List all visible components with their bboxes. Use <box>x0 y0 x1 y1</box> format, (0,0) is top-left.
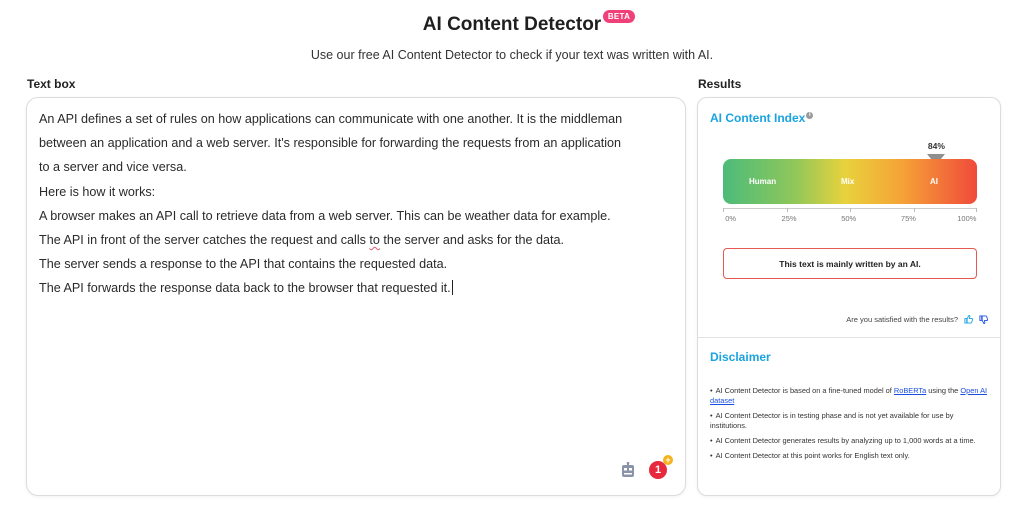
verdict-box: This text is mainly written by an AI. <box>723 248 977 279</box>
robot-icon[interactable] <box>621 462 635 478</box>
scale-label: 25% <box>781 214 797 223</box>
disclaimer-text: AI Content Detector generates results by analyzing up to 1,000 words at a time. <box>715 436 976 445</box>
bullet: • <box>710 411 713 420</box>
page-subtitle: Use our free AI Content Detector to check if your text was written with AI. <box>310 48 714 62</box>
results-panel <box>697 97 1001 496</box>
feedback-prompt: Are you satisfied with the results? <box>846 315 958 324</box>
scale-tick <box>914 208 915 212</box>
results-label: Results <box>698 77 742 91</box>
feedback-row <box>846 315 988 324</box>
thumbs-up-icon[interactable] <box>964 315 973 324</box>
beta-badge: BETA <box>603 10 635 23</box>
disclaimer-item <box>710 386 988 406</box>
thumbs-down-icon[interactable] <box>979 315 988 324</box>
page-header <box>0 14 1024 62</box>
text-segment: The API in front of the server catches the request and calls <box>39 233 370 248</box>
disclaimer-text: AI Content Detector at this point works for English text only. <box>715 451 910 460</box>
gauge-label-ai: AI <box>930 177 938 186</box>
bullet: • <box>710 436 713 445</box>
text-line: A browser makes an API call to retrieve data from a web server. This can be weather data for example. <box>39 208 611 223</box>
ai-percent-label: 84% <box>927 141 945 151</box>
disclaimer-text: using the <box>926 386 961 395</box>
text-input-area[interactable] <box>26 97 686 496</box>
disclaimer-item <box>710 451 988 461</box>
scale-tick <box>723 208 724 212</box>
spellcheck-flagged-word[interactable]: to <box>369 233 380 248</box>
disclaimer-item <box>710 436 988 446</box>
scale-label: 0% <box>725 214 737 223</box>
text-cursor <box>452 280 453 295</box>
ai-gauge-bar <box>723 159 977 204</box>
scale-tick <box>850 208 851 212</box>
ai-content-index-title <box>710 111 813 125</box>
disclaimer-title: Disclaimer <box>710 350 771 364</box>
bullet: • <box>710 386 713 395</box>
scale-label: 50% <box>841 214 857 223</box>
text-segment: the server and asks for the data. <box>379 233 565 248</box>
notification-badge[interactable] <box>649 455 671 479</box>
bullet: • <box>710 451 713 460</box>
info-icon[interactable]: i <box>806 112 813 119</box>
scale-label: 100% <box>957 214 977 223</box>
disclaimer-text: AI Content Detector is in testing phase and is not yet available for use by institutions. <box>710 411 954 430</box>
disclaimer-section <box>698 338 1000 461</box>
scale-tick <box>976 208 977 212</box>
textbox-tools <box>621 455 671 479</box>
roberta-link[interactable]: RoBERTa <box>893 386 927 395</box>
text-line: An API defines a set of rules on how applications can communicate with one another. It is the middleman <box>39 112 623 126</box>
gauge-label-mix: Mix <box>841 177 855 186</box>
text-line: Here is how it works: <box>39 184 156 199</box>
textbox-label: Text box <box>27 77 76 91</box>
notification-count: 1 <box>654 464 662 476</box>
scale-label: 75% <box>900 214 916 223</box>
ai-content-index-title-text: AI Content Index <box>710 111 806 125</box>
disclaimer-list <box>710 386 988 461</box>
text-line: to a server and vice versa. <box>39 160 187 175</box>
text-line: The server sends a response to the API that contains the requested data. <box>39 257 448 272</box>
text-segment: The API forwards the response data back to the browser that requested it. <box>39 281 451 296</box>
plus-icon: + <box>663 455 673 465</box>
disclaimer-text: AI Content Detector is based on a fine-tuned model of <box>715 386 894 395</box>
openai-dataset-link[interactable]: Open AI dataset <box>710 386 988 405</box>
disclaimer-item <box>710 411 988 431</box>
scale-tick <box>787 208 788 212</box>
page-title <box>422 12 631 36</box>
text-line <box>39 228 673 252</box>
ai-content-index-section <box>698 98 1000 338</box>
gauge-label-human: Human <box>749 177 777 186</box>
text-line: between an application and a web server. It's responsible for forwarding the requests from an application <box>39 136 622 151</box>
page-title-text: AI Content Detector <box>422 14 602 35</box>
text-line <box>39 276 673 300</box>
gauge-scale <box>723 208 977 222</box>
